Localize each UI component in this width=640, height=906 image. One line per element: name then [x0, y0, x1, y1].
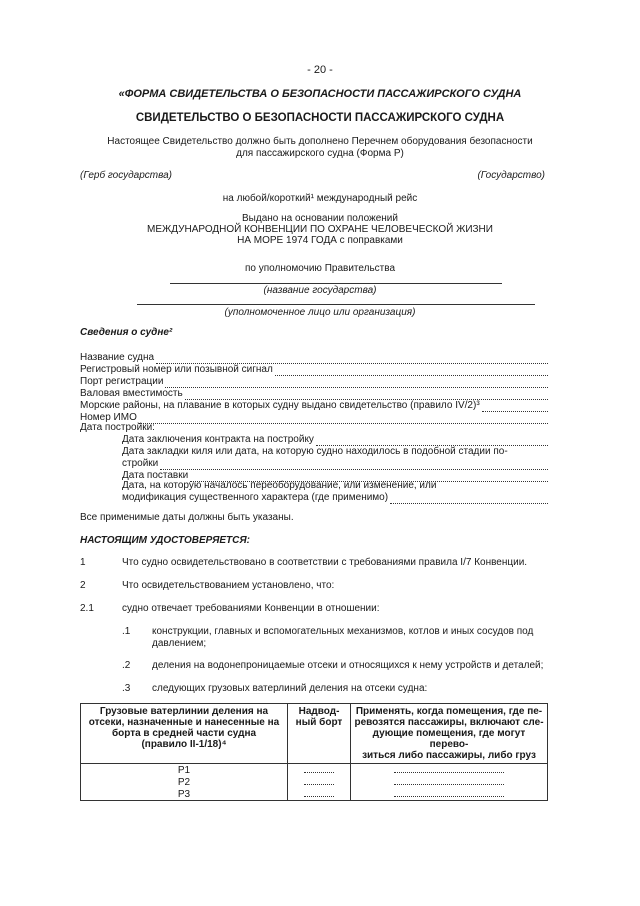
header-freeboard: Надвод- ный борт [288, 704, 351, 764]
state-name-line [170, 283, 502, 284]
sub-1-text: конструкции, главных и вспомогательных механизмов, котлов и иных сосудов под давлением; [152, 626, 534, 649]
freeboard-cell [288, 764, 351, 777]
field-ship-name: Название судна [80, 352, 548, 364]
freeboard-cell [288, 776, 351, 788]
page-number: - 20 - [307, 64, 333, 76]
apply-cell [351, 776, 548, 788]
intro-text: Настоящее Свидетельство должно быть дополнено Перечнем оборудования безопасности для пассажирского судна (Форма Р) [107, 136, 533, 159]
row-label: P3 [81, 788, 288, 801]
ship-section-title: Сведения о судне² [80, 327, 173, 338]
field-registry-number: Регистровый номер или позывной сигнал [80, 364, 548, 376]
row-label: P1 [81, 764, 288, 777]
state-label: (Государство) [477, 170, 545, 181]
authority-text: по уполномочию Правительства [244, 263, 395, 274]
item-2-1-text: судно отвечает требованиями Конвенции в отношении: [122, 603, 380, 614]
build-date-label: Дата постройки: [80, 422, 155, 433]
item-2-text: Что освидетельствованием установлено, что: [122, 580, 335, 591]
apply-cell [351, 788, 548, 801]
coat-of-arms-label: (Герб государства) [80, 170, 172, 181]
sub-3-number: .3 [122, 683, 131, 694]
sub-3-text: следующих грузовых ватерлиний деления на отсеки судна: [152, 683, 428, 694]
all-dates-note: Все применимые даты должны быть указаны. [80, 512, 294, 523]
field-keel-date: Дата закладки киля или дата, на которую судно находилось в подобной стадии по- [122, 446, 508, 457]
state-name-caption: (название государства) [263, 285, 377, 296]
authorized-line [137, 304, 535, 305]
field-contract-date: Дата заключения контракта на постройку [122, 434, 548, 446]
issued-under: Выдано на основании положений МЕЖДУНАРОДНОЙ КОНВЕНЦИИ ПО ОХРАНЕ ЧЕЛОВЕЧЕСКОЙ ЖИЗНИ НА МОРЕ 1974 ГОДА с поправками [147, 213, 493, 246]
item-1-text: Что судно освидетельствовано в соответствии с требованиями правила I/7 Конвенции. [122, 557, 528, 568]
sub-2-number: .2 [122, 660, 131, 671]
header-load-lines: Грузовые ватерлинии деления на отсеки, назначенные и нанесенные на борта в средней части судна (правило II-1/18)⁴ [81, 704, 288, 764]
item-2-number: 2 [80, 580, 86, 591]
apply-cell [351, 764, 548, 777]
field-sea-areas: Морские районы, на плавание в которых судну выдано свидетельство (правило IV/2)³ [80, 400, 548, 412]
sub-1-number: .1 [122, 626, 131, 637]
field-keel-date-cont: стройки [122, 458, 548, 470]
form-title: «ФОРМА СВИДЕТЕЛЬСТВА О БЕЗОПАСНОСТИ ПАССАЖИРСКОГО СУДНА [118, 88, 522, 100]
table-row [81, 776, 548, 788]
field-delivery-date: Дата поставки [122, 470, 548, 482]
field-conversion-date-cont: модификация существенного характера (где применимо) [122, 492, 548, 504]
table-row [81, 764, 548, 777]
table-header-row [81, 704, 548, 764]
freeboard-cell [288, 788, 351, 801]
voyage-type: на любой/короткий¹ международный рейс [222, 193, 418, 204]
item-2-1-number: 2.1 [80, 603, 94, 614]
item-1-number: 1 [80, 557, 86, 568]
sub-2-text: деления на водонепроницаемые отсеки и относящихся к нему устройств и деталей; [152, 660, 544, 671]
authorized-caption: (уполномоченное лицо или организация) [224, 307, 416, 318]
field-port: Порт регистрации [80, 376, 548, 388]
header-apply-when: Применять, когда помещения, где пе- ревозятся пассажиры, включают сле- дующие помещения, где могут перево- зиться либо пассажиры, либо груз [351, 704, 548, 764]
field-tonnage: Валовая вместимость [80, 388, 548, 400]
field-imo: Номер ИМО [80, 412, 548, 424]
certificate-title: СВИДЕТЕЛЬСТВО О БЕЗОПАСНОСТИ ПАССАЖИРСКОГО СУДНА [135, 112, 505, 124]
load-lines-table [80, 703, 548, 801]
table-row [81, 788, 548, 801]
row-label: P2 [81, 776, 288, 788]
certify-heading: НАСТОЯЩИМ УДОСТОВЕРЯЕТСЯ: [80, 535, 250, 546]
field-conversion-date: Дата, на которую началось переоборудование, или изменение, или [122, 480, 437, 491]
